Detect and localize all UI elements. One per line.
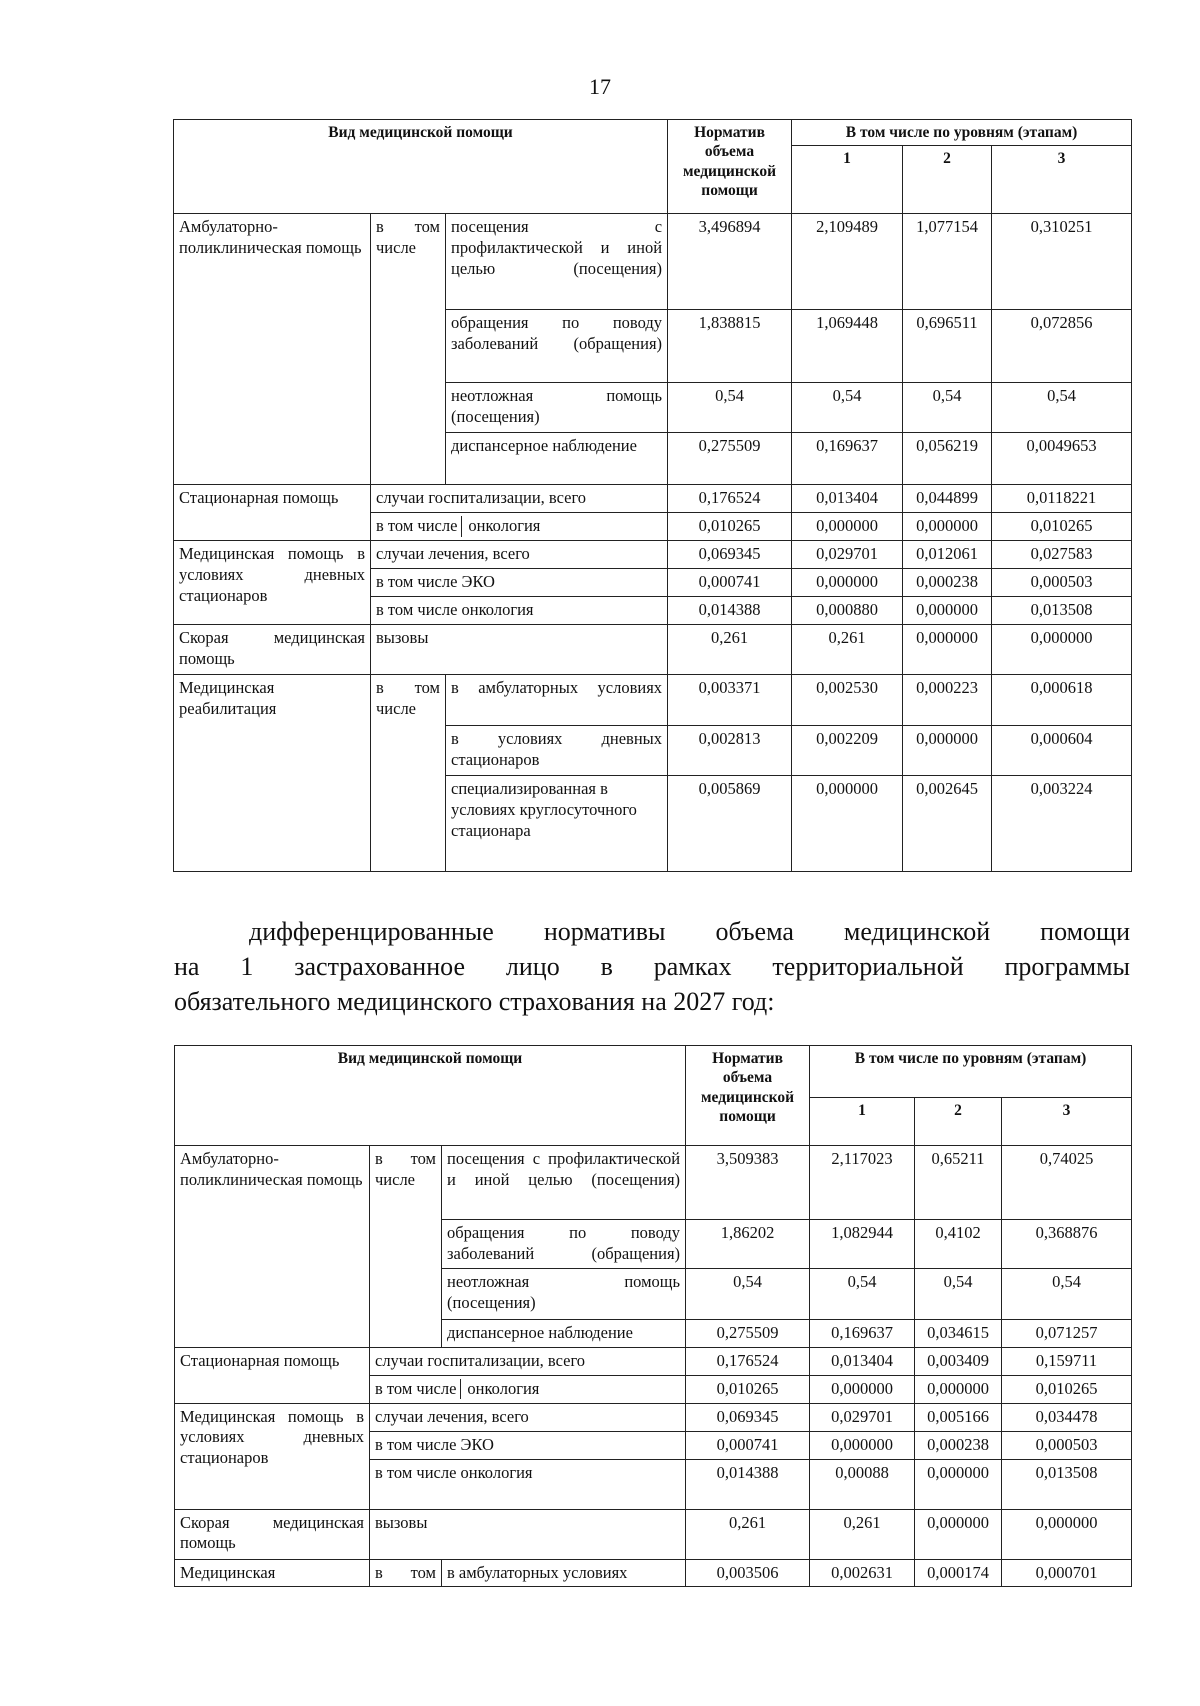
cell-level-2: 1,077154 xyxy=(903,214,992,310)
cell-level-2: 0,000223 xyxy=(903,675,992,726)
cell-level-3: 0,010265 xyxy=(1002,1375,1132,1403)
cell-level-3: 0,159711 xyxy=(1002,1347,1132,1375)
header-level-2: 2 xyxy=(915,1098,1002,1146)
row-sublabel: в том числе xyxy=(375,1379,461,1400)
row-item: случаи лечения, всего xyxy=(371,541,668,569)
cell-level-2: 0,65211 xyxy=(915,1146,1002,1220)
row-sublabel: в том числе xyxy=(371,675,446,872)
row-item: диспансерное наблюдение xyxy=(446,433,668,485)
row-item: неотложная помощь (посещения) xyxy=(446,383,668,433)
row-item: неотложная помощь (посещения) xyxy=(442,1269,686,1320)
cell-level-2: 0,003409 xyxy=(915,1347,1002,1375)
cell-level-3: 0,027583 xyxy=(992,541,1132,569)
cell-level-1: 0,029701 xyxy=(810,1403,915,1431)
cell-level-3: 0,010265 xyxy=(992,513,1132,541)
cell-level-2: 0,54 xyxy=(915,1269,1002,1320)
cell-level-2: 0,4102 xyxy=(915,1220,1002,1269)
cell-level-3: 0,74025 xyxy=(1002,1146,1132,1220)
row-item: в том числе ЭКО xyxy=(371,569,668,597)
header-level-2: 2 xyxy=(903,146,992,214)
cell-norm: 0,014388 xyxy=(686,1459,810,1509)
cell-norm: 0,275509 xyxy=(668,433,792,485)
cell-norm: 0,069345 xyxy=(668,541,792,569)
cell-norm: 1,86202 xyxy=(686,1220,810,1269)
row-label: Стационарная помощь xyxy=(175,1347,370,1403)
cell-level-2: 0,044899 xyxy=(903,485,992,513)
paragraph-line: дифференцированные нормативы объема медицинской помощи xyxy=(249,917,1130,946)
cell-norm: 0,261 xyxy=(668,625,792,675)
cell-level-3: 0,310251 xyxy=(992,214,1132,310)
cell-level-1: 0,000000 xyxy=(792,513,903,541)
row-label: Стационарная помощь xyxy=(174,485,371,541)
row-label: Медицинская реабилитация xyxy=(174,675,371,872)
cell-norm: 0,014388 xyxy=(668,597,792,625)
row-item-name: онкология xyxy=(467,1378,540,1398)
header-level-1: 1 xyxy=(792,146,903,214)
header-norm: Норматив объема медицинской помощи xyxy=(686,1046,810,1146)
cell-level-1: 0,000880 xyxy=(792,597,903,625)
row-item: обращения по поводу заболеваний (обращения) xyxy=(442,1220,686,1269)
row-item: в том числе онкология xyxy=(370,1459,686,1509)
cell-norm: 0,069345 xyxy=(686,1403,810,1431)
cell-norm: 0,54 xyxy=(668,383,792,433)
table-row xyxy=(174,485,1132,513)
row-item: в том числе онкология xyxy=(371,597,668,625)
table-row xyxy=(175,1559,1132,1587)
cell-level-1: 0,000000 xyxy=(810,1431,915,1459)
cell-level-3: 0,000000 xyxy=(1002,1509,1132,1559)
row-item: вызовы xyxy=(370,1509,686,1559)
row-item: случаи госпитализации, всего xyxy=(370,1347,686,1375)
cell-level-3: 0,000000 xyxy=(992,625,1132,675)
table-row xyxy=(175,1509,1132,1559)
row-sublabel: в том числе xyxy=(376,516,462,537)
cell-level-3: 0,013508 xyxy=(992,597,1132,625)
row-item-name: онкология xyxy=(468,516,541,536)
header-level-1: 1 xyxy=(810,1098,915,1146)
header-levels: В том числе по уровням (этапам) xyxy=(792,120,1132,146)
cell-norm: 1,838815 xyxy=(668,310,792,383)
page-number: 17 xyxy=(589,74,611,99)
cell-level-1: 1,069448 xyxy=(792,310,903,383)
cell-norm: 0,275509 xyxy=(686,1320,810,1348)
cell-norm: 0,176524 xyxy=(686,1347,810,1375)
cell-level-1: 2,109489 xyxy=(792,214,903,310)
section-paragraph xyxy=(174,914,1130,1019)
row-item: случаи госпитализации, всего xyxy=(371,485,668,513)
cell-level-3: 0,000618 xyxy=(992,675,1132,726)
cell-level-3: 0,034478 xyxy=(1002,1403,1132,1431)
cell-level-2: 0,000000 xyxy=(915,1509,1002,1559)
cell-norm: 0,003371 xyxy=(668,675,792,726)
cell-level-2: 0,056219 xyxy=(903,433,992,485)
paragraph-line: на 1 застрахованное лицо в рамках территориальной программы xyxy=(174,952,1130,981)
cell-level-2: 0,54 xyxy=(903,383,992,433)
table-2027 xyxy=(174,1045,1132,1587)
cell-level-3: 0,54 xyxy=(992,383,1132,433)
table-row xyxy=(174,214,1132,310)
row-label: Скорая медицинская помощь xyxy=(175,1509,370,1559)
paragraph-line: обязательного медицинского страхования на 2027 год: xyxy=(174,987,775,1016)
row-sublabel: в том числе xyxy=(370,1146,442,1348)
row-item: случаи лечения, всего xyxy=(370,1403,686,1431)
cell-level-1: 0,000000 xyxy=(792,776,903,872)
row-item: в амбулаторных условиях xyxy=(442,1559,686,1587)
cell-level-3: 0,072856 xyxy=(992,310,1132,383)
table-row xyxy=(175,1146,1132,1220)
cell-level-1: 0,002631 xyxy=(810,1559,915,1587)
cell-level-1: 0,261 xyxy=(810,1509,915,1559)
cell-level-2: 0,000238 xyxy=(903,569,992,597)
cell-norm: 3,496894 xyxy=(668,214,792,310)
cell-level-2: 0,034615 xyxy=(915,1320,1002,1348)
cell-level-3: 0,000701 xyxy=(1002,1559,1132,1587)
cell-level-3: 0,0118221 xyxy=(992,485,1132,513)
cell-norm: 0,000741 xyxy=(686,1431,810,1459)
cell-norm: 0,010265 xyxy=(668,513,792,541)
cell-level-1: 0,54 xyxy=(792,383,903,433)
cell-level-2: 0,000000 xyxy=(903,513,992,541)
cell-norm: 0,54 xyxy=(686,1269,810,1320)
header-level-3: 3 xyxy=(992,146,1132,214)
cell-level-2: 0,000174 xyxy=(915,1559,1002,1587)
cell-level-3: 0,0049653 xyxy=(992,433,1132,485)
cell-level-1: 0,000000 xyxy=(792,569,903,597)
cell-level-2: 0,000000 xyxy=(903,625,992,675)
cell-level-3: 0,54 xyxy=(1002,1269,1132,1320)
cell-norm: 0,176524 xyxy=(668,485,792,513)
row-label: Медицинская помощь в условиях дневных стационаров xyxy=(174,541,371,625)
cell-level-3: 0,368876 xyxy=(1002,1220,1132,1269)
header-levels: В том числе по уровням (этапам) xyxy=(810,1046,1132,1098)
cell-level-3: 0,000604 xyxy=(992,726,1132,776)
row-item xyxy=(370,1375,686,1403)
table-row xyxy=(174,625,1132,675)
row-label: Скорая медицинская помощь xyxy=(174,625,371,675)
row-item: вызовы xyxy=(371,625,668,675)
cell-norm: 0,010265 xyxy=(686,1375,810,1403)
cell-level-1: 0,013404 xyxy=(792,485,903,513)
row-label: Амбулаторно-поликлиническая помощь xyxy=(174,214,371,485)
cell-level-1: 0,00088 xyxy=(810,1459,915,1509)
cell-level-1: 0,013404 xyxy=(810,1347,915,1375)
cell-norm: 3,509383 xyxy=(686,1146,810,1220)
cell-level-2: 0,696511 xyxy=(903,310,992,383)
cell-level-2: 0,000000 xyxy=(903,597,992,625)
cell-level-1: 0,54 xyxy=(810,1269,915,1320)
cell-level-2: 0,002645 xyxy=(903,776,992,872)
row-item: посещения с профилактической и иной целью (посещения) xyxy=(442,1146,686,1220)
row-sublabel: в том числе xyxy=(371,214,446,485)
cell-level-3: 0,000503 xyxy=(1002,1431,1132,1459)
cell-level-2: 0,012061 xyxy=(903,541,992,569)
row-label: Амбулаторно-поликлиническая помощь xyxy=(175,1146,370,1348)
cell-level-2: 0,000000 xyxy=(915,1375,1002,1403)
cell-level-2: 0,000000 xyxy=(903,726,992,776)
row-item: специализированная в условиях круглосуточного стационара xyxy=(446,776,668,872)
cell-level-1: 2,117023 xyxy=(810,1146,915,1220)
cell-level-3: 0,003224 xyxy=(992,776,1132,872)
row-item: в условиях дневных стационаров xyxy=(446,726,668,776)
cell-level-1: 1,082944 xyxy=(810,1220,915,1269)
row-item: посещения с профилактической и иной целью (посещения) xyxy=(446,214,668,310)
cell-level-1: 0,169637 xyxy=(810,1320,915,1348)
table-row xyxy=(175,1403,1132,1431)
table-row xyxy=(175,1347,1132,1375)
cell-level-1: 0,000000 xyxy=(810,1375,915,1403)
cell-level-3: 0,000503 xyxy=(992,569,1132,597)
cell-norm: 0,000741 xyxy=(668,569,792,597)
cell-level-1: 0,029701 xyxy=(792,541,903,569)
cell-level-2: 0,000238 xyxy=(915,1431,1002,1459)
table-2026 xyxy=(173,119,1132,872)
cell-level-1: 0,002209 xyxy=(792,726,903,776)
table-row xyxy=(174,541,1132,569)
cell-level-2: 0,000000 xyxy=(915,1459,1002,1509)
row-label: Медицинская помощь в условиях дневных стационаров xyxy=(175,1403,370,1509)
row-item: в амбулаторных условиях xyxy=(446,675,668,726)
cell-norm: 0,002813 xyxy=(668,726,792,776)
cell-norm: 0,261 xyxy=(686,1509,810,1559)
row-item: обращения по поводу заболеваний (обращения) xyxy=(446,310,668,383)
header-level-3: 3 xyxy=(1002,1098,1132,1146)
cell-norm: 0,003506 xyxy=(686,1559,810,1587)
cell-level-1: 0,261 xyxy=(792,625,903,675)
header-kind: Вид медицинской помощи xyxy=(174,120,668,214)
cell-level-3: 0,071257 xyxy=(1002,1320,1132,1348)
cell-norm: 0,005869 xyxy=(668,776,792,872)
row-item: диспансерное наблюдение xyxy=(442,1320,686,1348)
row-sublabel: в том xyxy=(370,1559,442,1587)
header-norm: Норматив объема медицинской помощи xyxy=(668,120,792,214)
cell-level-1: 0,002530 xyxy=(792,675,903,726)
row-label: Медицинская xyxy=(175,1559,370,1587)
header-kind: Вид медицинской помощи xyxy=(175,1046,686,1146)
cell-level-3: 0,013508 xyxy=(1002,1459,1132,1509)
cell-level-1: 0,169637 xyxy=(792,433,903,485)
row-item: в том числе ЭКО xyxy=(370,1431,686,1459)
cell-level-2: 0,005166 xyxy=(915,1403,1002,1431)
table-row xyxy=(174,675,1132,726)
row-item xyxy=(371,513,668,541)
